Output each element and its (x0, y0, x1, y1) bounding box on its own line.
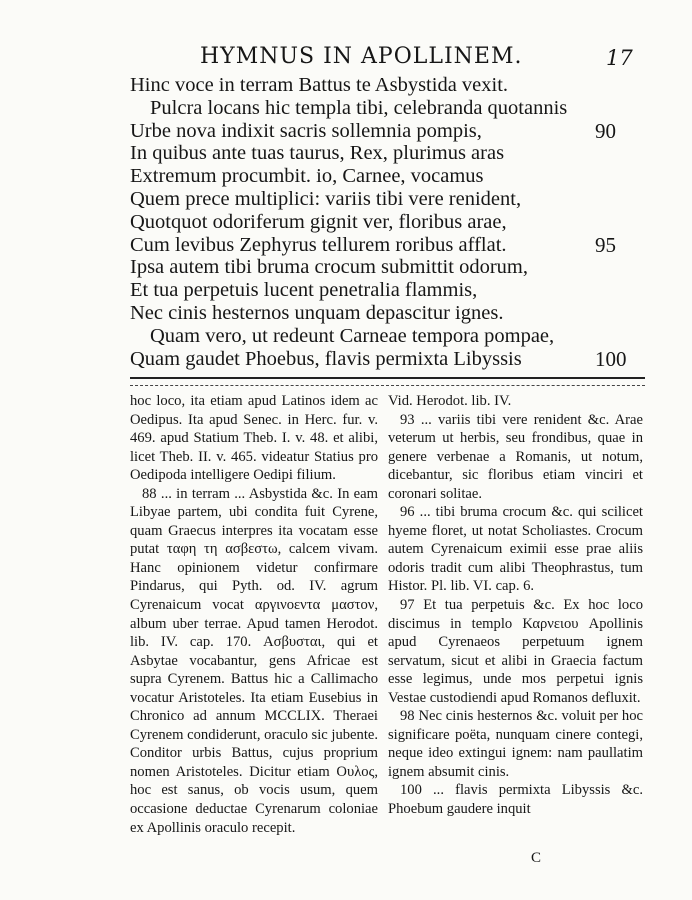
commentary-note: 97 Et tua perpetuis &c. Ex hoc loco discimus in templo Καρνειου Apollinis apud Cyrenaeos perpetuum ignem servatum, sicut et alibi in Graecia factum esse legimus, unde mos perpetui ignis Vestae custodiendi apud Romanos defluxit. (388, 597, 643, 706)
section-rule (130, 377, 645, 386)
commentary-note: 88 ... in terram ... Asbystida &c. In eam Libyae partem, ubi condita fuit Cyrene, quam Graecus interpres ita vocatam esse putat ταφη τη ασβεστω, calcem vivam. Hanc opinionem videtur confirmare Pindarus, qui Pyth. od. IV. agrum Cyrenaicum vocat αργινοεντα μαστον, album uber terrae. Apud tamen Herodot. lib. IV. cap. 170. Ασβυσται, qui et Asbytae vocabantur, gens Africae est supra Cyrenem. Battus hic a Callimacho vocatur Aristoteles. Ita etiam Eusebius in Chronico ad annum MCCLIX. Theraei Cyrenem condiderunt, oraculo sic jubente. Conditor urbis Battus, cujus proprium nomen Aristoteles. Dicitur etiam Ουλος, hoc est sanus, ob vocis usum, quem occasione deductae Cyrenarum coloniae ex Apollinis oraculo recepit. (130, 485, 379, 836)
verse-text: Hinc voce in terram Battus te Asbystida vexit. (130, 74, 509, 96)
commentary-note: 96 ... tibi bruma crocum &c. qui scilicet hyeme floret, ut notat Scholiastes. Crocum autem Cyrenaicum eximii esse prae aliis odoris tradit cum alibi Theophrastus, tum Histor. Pl. lib. VI. cap. 6. (388, 504, 643, 595)
verse-line (130, 234, 650, 257)
verse-line (130, 256, 650, 279)
verse-line (130, 188, 650, 211)
verse-line (130, 279, 650, 302)
verse-text: Cum levibus Zephyrus tellurem roribus afflat. (130, 233, 507, 256)
verse-text: Et tua perpetuis lucent penetralia flammis, (130, 279, 478, 302)
verse-line (130, 97, 650, 120)
verse-line (130, 348, 650, 371)
verse-line (130, 120, 650, 143)
verse-text: Quam gaudet Phoebus, flavis permixta Libyssis (130, 347, 522, 370)
verse-text: Extremum procumbit. io, Carnee, vocamus (130, 165, 484, 188)
commentary-note: 98 Nec cinis hesternos &c. voluit per hoc significare poëta, nunquam cinere contegi, neque ideo extingui ignem: nam paullatim ignem absumit cinis. (388, 708, 643, 780)
verse-line (130, 325, 650, 348)
verse-line (130, 211, 650, 234)
verse-text: Pulcra locans hic templa tibi, celebranda quotannis (150, 96, 568, 119)
commentary-right-column (388, 392, 643, 819)
commentary-left-column (130, 392, 378, 837)
verse-text: Nec cinis hesternos unquam depascitur ignes. (130, 301, 504, 324)
running-title: HYMNUS IN APOLLINEM. (200, 44, 523, 69)
verse-text: Ipsa autem tibi bruma crocum submittit odorum, (130, 256, 528, 279)
verse-line (130, 165, 650, 188)
verse-text: Quotquot odoriferum gignit ver, floribus arae, (130, 210, 507, 233)
line-number: 90 (595, 118, 616, 143)
verse-text: Quem prece multiplici: variis tibi vere renident, (130, 187, 522, 210)
line-number: 100 (595, 346, 627, 371)
line-number: 95 (595, 232, 616, 257)
commentary-paragraph: hoc loco, ita etiam apud Latinos idem ac Oedipus. Ita apud Senec. in Herc. fur. v. 469. apud Statium Theb. I. v. 48. et alibi, licet Theb. II. v. 465. videatur Statius pro Oedipoda intelligere Oedipi filium. (130, 393, 378, 484)
verse-text: Quam vero, ut redeunt Carneae tempora pompae, (150, 324, 555, 347)
verse-line (130, 142, 650, 165)
poem-block (130, 74, 650, 370)
commentary-paragraph: Vid. Herodot. lib. IV. (388, 393, 512, 409)
verse-text: Urbe nova indixit sacris sollemnia pompis, (130, 119, 482, 142)
page-number: 17 (606, 46, 633, 70)
verse-line (130, 302, 650, 325)
commentary-note: 93 ... variis tibi vere renident &c. Arae veterum ut herbis, seu frondibus, quae in genere verbenae a Romanis, ut notum, dicebantur, sic floribus etiam vinciri et coronari solitae. (388, 411, 643, 502)
signature-mark: C (531, 850, 542, 866)
verse-line (130, 74, 650, 97)
commentary-note: 100 ... flavis permixta Libyssis &c. Phoebum gaudere inquit (388, 782, 643, 818)
verse-text: In quibus ante tuas taurus, Rex, plurimus aras (130, 142, 505, 165)
